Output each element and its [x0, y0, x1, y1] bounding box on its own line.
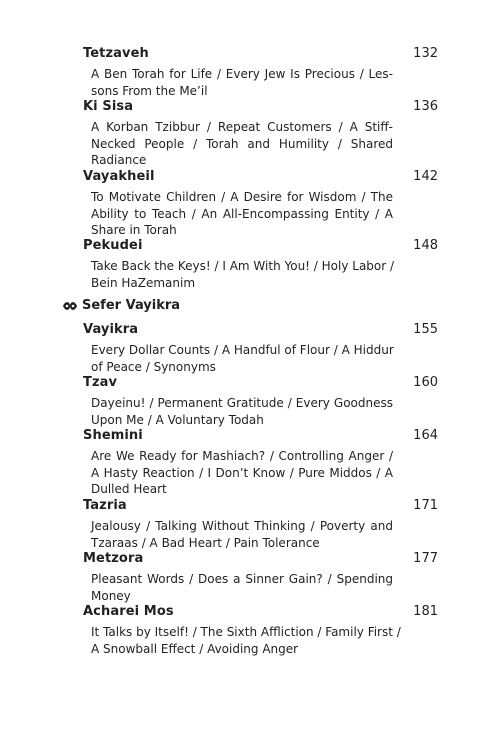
- topic-line: Dayeinu! / Permanent Gratitude / Every Goodness: [91, 396, 393, 410]
- entry-topics: [91, 395, 393, 428]
- entry-title: Vayakheil: [83, 169, 155, 184]
- entry-page-number: 164: [413, 428, 438, 443]
- topic-line: Jealousy / Talking Without Thinking / Poverty and: [91, 519, 393, 533]
- topic-line: Pleasant Words / Does a Sinner Gain? / Spending: [91, 572, 393, 586]
- topic-line: A Snowball Effect / Avoiding Anger: [91, 641, 299, 656]
- toc-entry-vayakheil[interactable]: [83, 168, 438, 239]
- entry-title: Pekudei: [83, 238, 143, 253]
- section-title: Sefer Vayikra: [82, 298, 181, 313]
- entry-title: Shemini: [83, 428, 143, 443]
- entry-page-number: 136: [413, 99, 438, 114]
- entry-title: Acharei Mos: [83, 604, 174, 619]
- entry-topics: [91, 258, 393, 291]
- topic-line: of Peace / Synonyms: [91, 359, 216, 374]
- toc-entry-pekudei[interactable]: [83, 237, 438, 291]
- entry-title: Tzav: [83, 375, 118, 390]
- entry-topics: [91, 189, 393, 239]
- entry-title: Tazria: [83, 498, 127, 513]
- entry-topics: [91, 518, 393, 551]
- toc-entry-tazria[interactable]: [83, 497, 438, 551]
- toc-entry-tzav[interactable]: [83, 374, 438, 428]
- entry-title: Metzora: [83, 551, 144, 566]
- entry-topics: [91, 66, 393, 99]
- toc-entry-shemini[interactable]: [83, 427, 438, 498]
- toc-entry-ki-sisa[interactable]: [83, 98, 438, 169]
- entry-page-number: 160: [413, 375, 438, 390]
- topic-line: Bein HaZemanim: [91, 275, 196, 290]
- toc-entry-tetzaveh[interactable]: [83, 45, 438, 99]
- topic-line: Tzaraas / A Bad Heart / Pain Tolerance: [91, 535, 320, 550]
- entry-page-number: 148: [413, 238, 438, 253]
- toc-entry-acharei-mos[interactable]: [83, 603, 438, 657]
- topic-line: Every Dollar Counts / A Handful of Flour / A Hiddur: [91, 343, 394, 357]
- entry-page-number: 155: [413, 322, 438, 337]
- entry-topics: [91, 342, 393, 375]
- topic-line: Ability to Teach / An All-Encompassing Entity / A: [91, 206, 393, 221]
- entry-topics: [91, 624, 401, 657]
- topic-line: Upon Me / A Voluntary Todah: [91, 412, 264, 427]
- entry-page-number: 132: [413, 46, 438, 61]
- topic-line: Share in Torah: [91, 223, 177, 237]
- entry-title: Ki Sisa: [83, 99, 134, 114]
- entry-page-number: 142: [413, 169, 438, 184]
- entry-topics: [91, 448, 393, 498]
- topic-line: To Motivate Children / A Desire for Wisdom / The: [91, 190, 393, 204]
- toc-entry-metzora[interactable]: [83, 550, 438, 604]
- topic-line: A Hasty Reaction / I Don’t Know / Pure Middos / A: [91, 465, 393, 480]
- topic-line: It Talks by Itself! / The Sixth Affliction / Family First /: [91, 625, 401, 639]
- topic-line: sons From the Me’il: [91, 83, 208, 98]
- topic-line: Money: [91, 588, 131, 603]
- topic-line: Dulled Heart: [91, 482, 167, 496]
- entry-topics: [91, 571, 393, 604]
- toc-entry-vayikra[interactable]: [83, 321, 438, 375]
- entry-title: Vayikra: [83, 322, 139, 337]
- entry-page-number: 181: [413, 604, 438, 619]
- topic-line: Necked People / Torah and Humility / Shared: [91, 136, 393, 151]
- entry-page-number: 177: [413, 551, 438, 566]
- topic-line: A Korban Tzibbur / Repeat Customers / A Stiff-: [91, 120, 393, 134]
- entry-page-number: 171: [413, 498, 438, 513]
- topic-line: A Ben Torah for Life / Every Jew Is Precious / Les-: [91, 67, 393, 81]
- entry-topics: [91, 119, 393, 169]
- ornament-icon: [62, 299, 78, 313]
- topic-line: Radiance: [91, 153, 147, 167]
- entry-title: Tetzaveh: [83, 46, 149, 61]
- topic-line: Take Back the Keys! / I Am With You! / Holy Labor /: [91, 259, 395, 273]
- topic-line: Are We Ready for Mashiach? / Controlling Anger /: [91, 449, 393, 463]
